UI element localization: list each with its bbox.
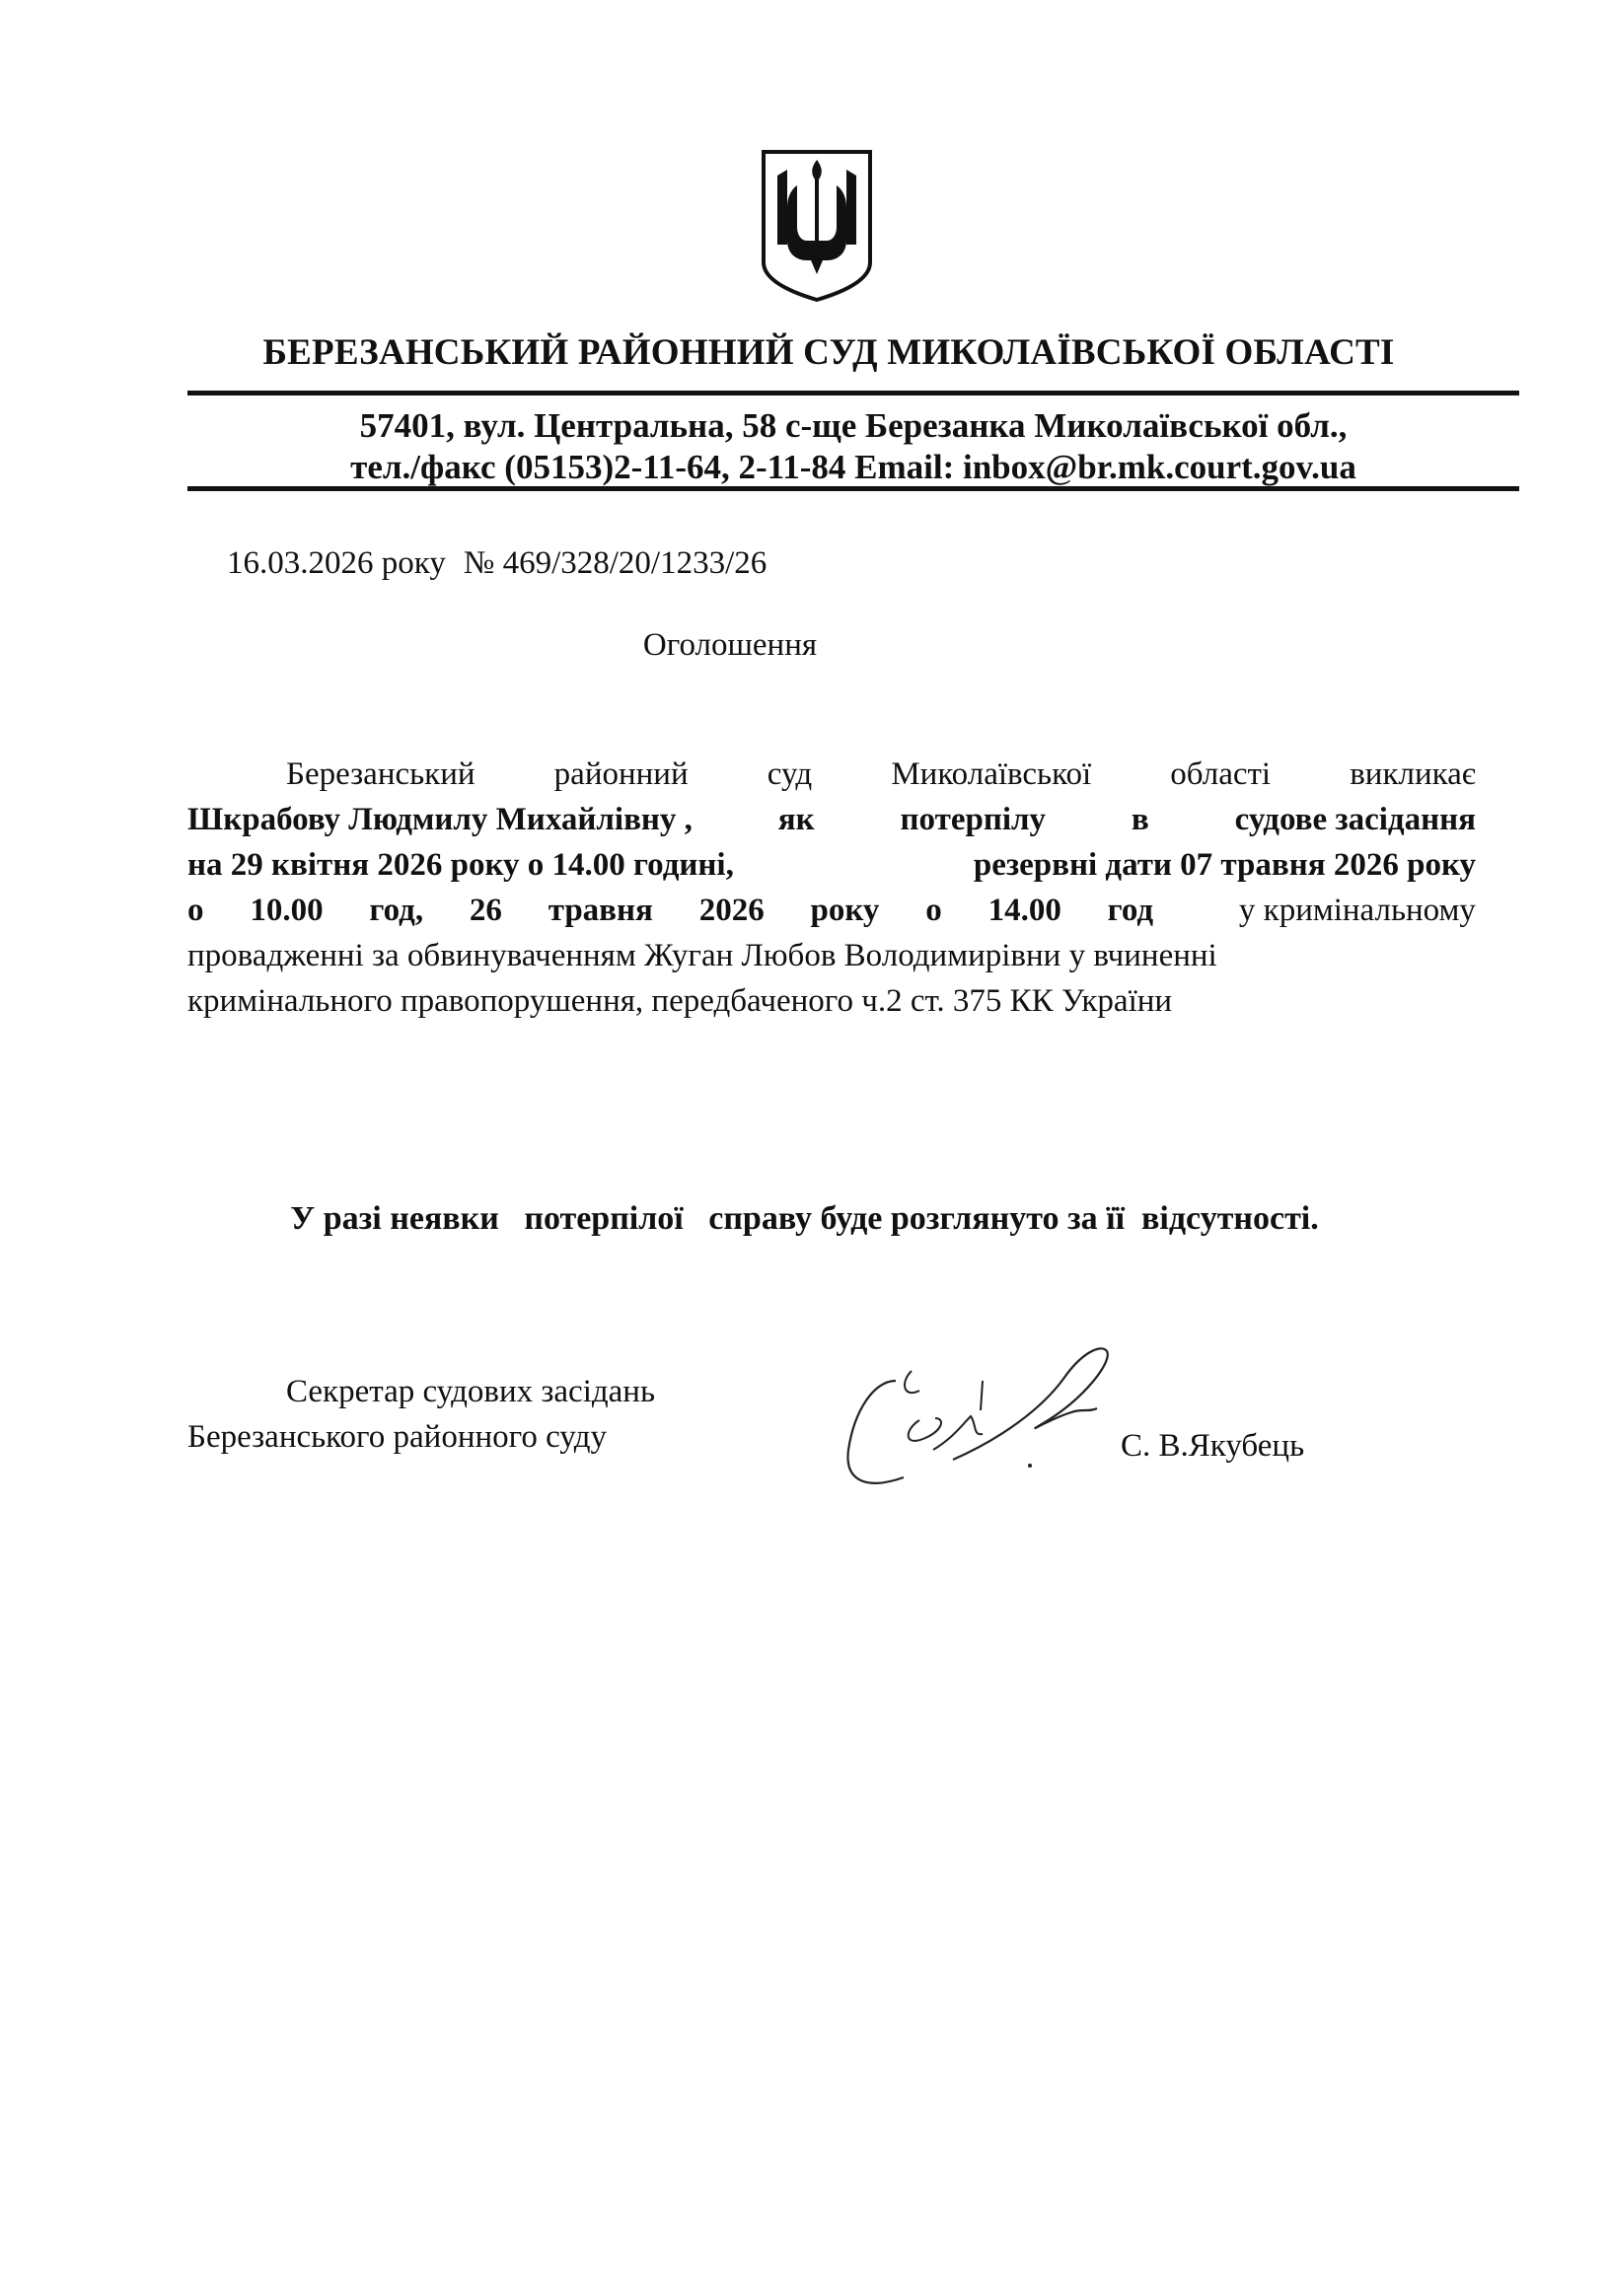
body-line-4: [187, 888, 1476, 933]
body-line-5: [187, 933, 1476, 978]
body-word: Миколаївської: [891, 756, 1092, 792]
body-word: 2026: [698, 893, 765, 928]
court-contacts-line: тел./факс (05153)2-11-64, 2-11-84 Email: inbox@br.mk.court.gov.ua: [350, 448, 1356, 486]
body-word: районний: [553, 756, 689, 792]
handwritten-signature: [835, 1322, 1160, 1499]
announcement-body: [187, 752, 1476, 1024]
body-text-line: провадженні за обвинуваченням Жуган Любов Володимирівни у вчиненні: [187, 938, 1217, 973]
body-text-line: кримінального правопорушення, передбаченого ч.2 ст. 375 КК України: [187, 983, 1173, 1019]
header-rule-bottom: [187, 486, 1519, 491]
signer-position-line-2: Березанського районного суду: [187, 1419, 608, 1455]
hearing-date: на 29 квітня 2026 року о 14.00 годині,: [187, 847, 734, 883]
body-word: судове засідання: [1234, 802, 1476, 837]
header-rule-top: [187, 391, 1519, 395]
body-word: о: [925, 893, 942, 928]
document-number: № 469/328/20/1233/26: [463, 545, 768, 581]
body-line-3: [187, 842, 1476, 888]
body-line-2: [187, 797, 1476, 842]
body-word: Березанський: [286, 756, 475, 792]
signer-position: [187, 1369, 655, 1460]
body-word: травня: [548, 893, 653, 928]
body-word: суд: [767, 756, 813, 792]
reference-line: [227, 545, 767, 582]
signer-position-line-1: Секретар судових засідань: [286, 1374, 656, 1409]
absence-warning: У разі неявки потерпілої справу буде розглянуто за її відсутності.: [290, 1200, 1319, 1237]
body-word: год: [1107, 893, 1154, 928]
body-word: 26: [469, 893, 502, 928]
coat-of-arms-icon: [758, 146, 876, 304]
body-word: в: [1131, 802, 1149, 837]
body-word: год,: [369, 893, 424, 928]
body-word: 10.00: [250, 893, 324, 928]
victim-name: Шкрабову Людмилу Михайлівну ,: [187, 802, 693, 837]
body-word: у кримінальному: [1238, 893, 1476, 928]
body-word: викликає: [1350, 756, 1476, 792]
body-word: потерпілу: [900, 802, 1047, 837]
court-name-heading: БЕРЕЗАНСЬКИЙ РАЙОННИЙ СУД МИКОЛАЇВСЬКОЇ ОБЛАСТІ: [262, 332, 1395, 373]
body-word: як: [777, 802, 815, 837]
reserve-dates: резервні дати 07 травня 2026 року: [973, 847, 1476, 883]
body-line-6: [187, 978, 1476, 1024]
body-word: області: [1170, 756, 1272, 792]
body-word: 14.00: [987, 893, 1061, 928]
body-word: о: [187, 893, 204, 928]
court-address-line: 57401, вул. Центральна, 58 с-ще Березанка Миколаївської обл.,: [359, 406, 1348, 445]
signer-name: С. В.Якубець: [1121, 1428, 1305, 1464]
document-date: 16.03.2026 року: [227, 545, 446, 581]
document-title: Оголошення: [642, 627, 818, 663]
body-line-1: [187, 752, 1476, 797]
body-word: року: [810, 893, 880, 928]
